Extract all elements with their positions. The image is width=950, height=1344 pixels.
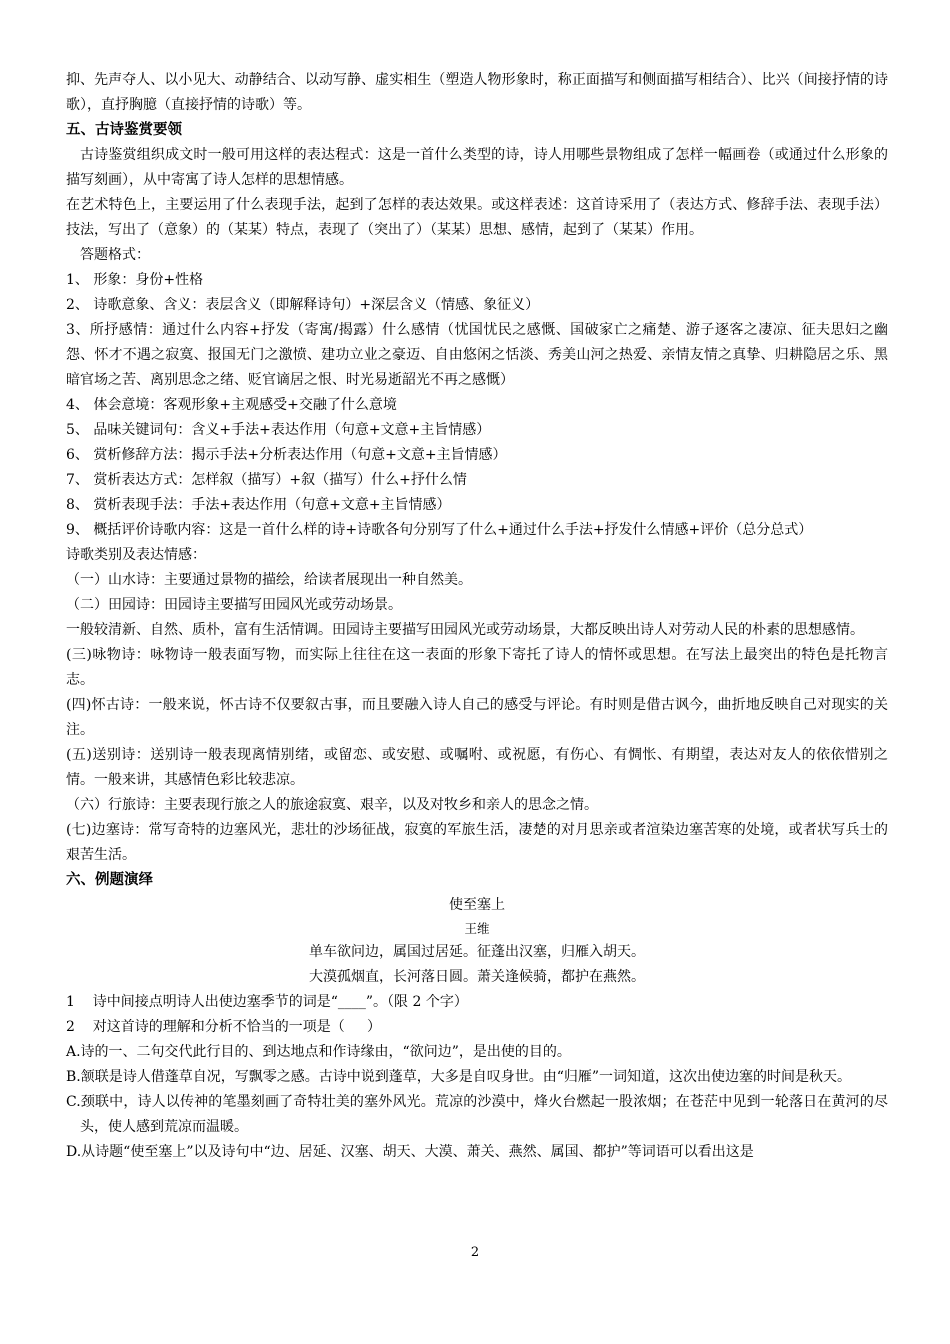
category-item: （六）行旅诗：主要表现行旅之人的旅途寂寞、艰辛，以及对牧乡和亲人的思念之情。 — [66, 797, 598, 813]
poem-line: 单车欲问边，属国过居延。征蓬出汉塞，归雁入胡天。 — [309, 944, 645, 960]
answer-option: D.从诗题“使至塞上”以及诗句中“边、居延、汉塞、胡天、大漠、萧关、燕然、属国、都护”等词语可以看出这是 — [66, 1144, 754, 1160]
category-item: （一）山水诗：主要通过景物的描绘，给读者展现出一种自然美。 — [66, 572, 472, 588]
paragraph: 古诗鉴赏组织成文时一般可用这样的表达程式：这是一首什么类型的诗，诗人用哪些景物组成了怎样一幅画卷（或通过什么形象的描写刻画），从中寄寓了诗人怎样的思想情感。 — [66, 147, 888, 188]
list-item: 8、 赏析表现手法：手法+表达作用（句意+文意+主旨情感） — [66, 497, 451, 513]
answer-option: C.颈联中，诗人以传神的笔墨刻画了奇特壮美的塞外风光。荒凉的沙漠中，烽火台燃起一股浓烟；在苍茫中见到一轮落日在黄河的尽头，使人感到荒凉而温暖。 — [66, 1094, 888, 1135]
page-number: 2 — [470, 1245, 480, 1260]
answer-format-label: 答题格式： — [80, 247, 150, 263]
answer-option: A.诗的一、二句交代此行目的、到达地点和作诗缘由，“欲问边”，是出使的目的。 — [66, 1044, 571, 1060]
list-item: 2、 诗歌意象、含义：表层含义（即解释诗句）+深层含义（情感、象征义） — [66, 297, 540, 313]
category-item: (七)边塞诗：常写奇特的边塞风光，悲壮的沙场征战，寂寞的军旅生活，凄楚的对月思亲或者渲染边塞苦寒的处境，或者状写兵士的艰苦生活。 — [66, 822, 888, 863]
list-item: 9、 概括评价诗歌内容：这是一首什么样的诗+诗歌各句分别写了什么+通过什么手法+抒发什么情感+评价（总分总式） — [66, 522, 813, 538]
list-item: 7、 赏析表达方式：怎样叙（描写）+叙（描写）什么+抒什么情 — [66, 472, 467, 488]
poem-author: 王维 — [464, 921, 490, 936]
paragraph: 一般较清新、自然、质朴，富有生活情调。田园诗主要描写田园风光或劳动场景，大都反映出诗人对劳动人民的朴素的思想感情。 — [66, 622, 864, 638]
section-heading: 六、例题演绎 — [66, 872, 153, 888]
list-item: 5、 品味关键词句：含义+手法+表达作用（句意+文意+主旨情感） — [66, 422, 491, 438]
category-item: (三)咏物诗：咏物诗一般表面写物，而实际上往往在这一表面的形象下寄托了诗人的情怀或思想。在写法上最突出的特色是托物言志。 — [66, 647, 888, 688]
answer-option: B.颔联是诗人借蓬草自况，写飘零之感。古诗中说到蓬草，大多是自叹身世。由“归雁”一词知道，这次出使边塞的时间是秋天。 — [66, 1069, 852, 1085]
section-heading: 五、古诗鉴赏要领 — [66, 122, 182, 138]
list-item: 3、所抒感情：通过什么内容+抒发（寄寓/揭露）什么感情（忧国忧民之感慨、国破家亡之痛楚、游子逐客之凄凉、征夫思妇之幽怨、怀才不遇之寂寞、报国无门之激愤、建功立业之豪迈、自由悠闲之恬淡、秀美山河之热爱、亲情友情之真挚、归耕隐居之乐、黑暗官场之苦、离别思念之绪、贬官谪居之恨、时光易逝韶光不再之感慨） — [66, 322, 888, 388]
question: 2 对这首诗的理解和分析不恰当的一项是（ ） — [66, 1019, 381, 1035]
list-item: 4、 体会意境：客观形象+主观感受+交融了什么意境 — [66, 397, 397, 413]
paragraph: 抑、先声夺人、以小见大、动静结合、以动写静、虚实相生（塑造人物形象时，称正面描写和侧面描写相结合）、比兴（间接抒情的诗歌），直抒胸臆（直接抒情的诗歌）等。 — [66, 72, 888, 113]
list-item: 1、 形象：身份+性格 — [66, 272, 204, 288]
list-item: 6、 赏析修辞方法：揭示手法+分析表达作用（句意+文意+主旨情感） — [66, 447, 507, 463]
question: 1 诗中间接点明诗人出使边塞季节的词是“____”。（限 2 个字） — [66, 994, 468, 1010]
poem-line: 大漠孤烟直，长河落日圆。萧关逢候骑，都护在燕然。 — [309, 969, 645, 985]
category-item: (四)怀古诗：一般来说，怀古诗不仅要叙古事，而且要融入诗人自己的感受与评论。有时则是借古讽今，曲折地反映自己对现实的关注。 — [66, 697, 888, 738]
poem-title: 使至塞上 — [449, 897, 505, 913]
category-item: (五)送别诗：送别诗一般表现离情别绪，或留恋、或安慰、或嘱咐、或祝愿，有伤心、有惆怅、有期望，表达对友人的依依惜别之情。一般来讲，其感情色彩比较悲凉。 — [66, 747, 888, 788]
paragraph: 在艺术特色上，主要运用了什么表现手法，起到了怎样的表达效果。或这样表述：这首诗采用了（表达方式、修辞手法、表现手法）技法，写出了（意象）的（某某）特点，表现了（突出了）（某某）思想、感情，起到了（某某）作用。 — [66, 197, 888, 238]
page-content — [66, 68, 888, 1165]
category-item: （二）田园诗：田园诗主要描写田园风光或劳动场景。 — [66, 597, 402, 613]
paragraph: 诗歌类别及表达情感： — [66, 547, 206, 563]
